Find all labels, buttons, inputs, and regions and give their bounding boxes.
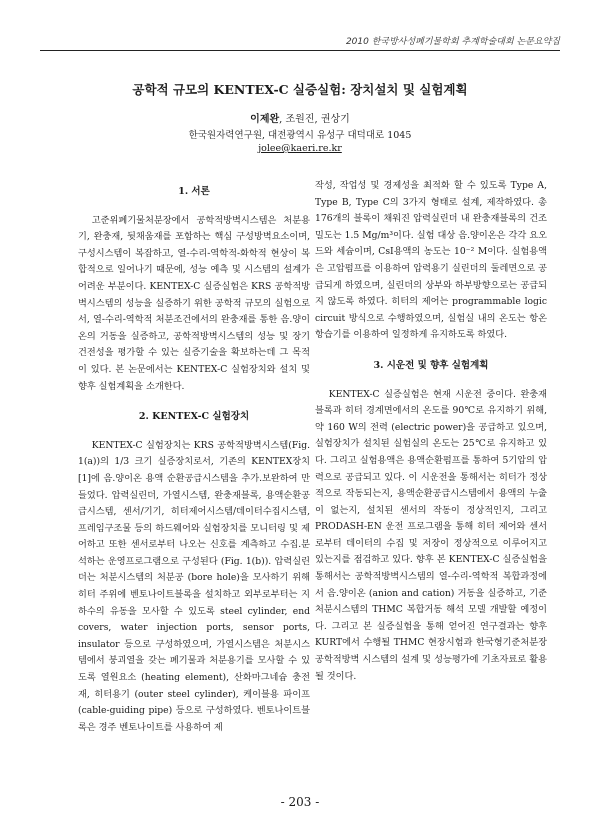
plan-paragraph: KENTEX-C 실증실험은 현재 시운전 중이다. 완충재 블록과 히터 경계면에서의 온도를 90℃로 유지하기 위해, 약 160 W의 전력 (electric power)을 공급하고 있으며, 실험장치가 설치된 실험실의 온도는 25℃로 유지하고 있다. 그리고 실험용액은 용액순환펌프를 통하여 5기압의 압력으로 공급되고 있다. 이 시운전을 통해서는 히터가 정상적으로 작동되는지, 용액순환공급시스템에서 용액의 누출이 없는지, 설치된 센서의 작동이 정상적인지, 그리고 PRODASH-EN 운전 프로그램을 통해 히터 제어와 센서로부터 데이터의 수집 및 저장이 정상적으로 이루어지고 있는지를 점검하고 있다. 향후 본 KENTEX-C 실증실험을 통해서는 공학적방벽시스템의 열-수리-역학적 복합과정에서 음.양이온 (anion and cation) 거동을 실증하고, 기준처분시스템의 THMC 복합거동 해석 모델 개발할 예정이다. 그리고 본 실증실험을 통해 얻어진 연구결과는 향후 KURT에서 수행될 THMC 현장시험과 한국형기준처분장 공학적방벽 시스템의 설계 및 성능평가에 기초자료로 활용될 것이다.: [315, 388, 547, 682]
section-heading-intro: 1. 서론: [178, 186, 210, 197]
co-authors: , 조원진, 권상기: [279, 114, 350, 125]
paper-title: 공학적 규모의 KENTEX-C 실증실험: 장치설치 및 실험계획: [132, 82, 468, 97]
author-line: [0, 110, 600, 125]
apparatus-paragraph: KENTEX-C 실험장치는 KRS 공학적방벽시스템(Fig. 1(a))의 1/3 크기 실증장치로서, 기존의 KENTEX장치 [1]에 음.양이온 용액 순환공급시스템을 추가.보완하여 만들었다. 압력실린더, 가열시스템, 완충재블록, 용액순환공급시스템, 센서/기기, 히터제어시스템/데이터수집시스템, 프레임구조물 등의 하드웨어와 실험장치를 모니터링 및 제어하고 또한 센서로부터 나오는 신호를 계측하고 수집.분석하는 운영프로그램으로 구성된다 (Fig. 1(b)). 압력실린더는 처분시스템의 처분공 (bore hole)을 모사하기 위해 히터 주위에 벤토나이트블록을 설치하고 외부로부터는 지하수의 유동을 모사할 수 있도록 steel cylinder, end covers, water injection ports, sensor ports, insulator 등으로 구성하였으며, 가열시스템은 처분시스템에서 붕괴열을 갖는 폐기물과 처분용기를 모사할 수 있도록 열원요소 (heating element), 산화마그네슘 충전재, 히터용기 (outer steel cylinder), 케이블용 파이프 (cable-guiding pipe) 등으로 구성하였다. 벤토나이트블록은 경주 벤토나이트를 사용하여 제: [78, 439, 310, 733]
section-heading-plan: 3. 시운전 및 향후 실험계획: [373, 359, 489, 371]
right-column: [315, 178, 547, 685]
intro-paragraph: 고준위폐기물처분장에서 공학적방벽시스템은 처분용기, 완충재, 뒷채움재를 포함하는 핵심 구성방벽요소이며, 구성시스템이 복잡하고, 열-수리-역학적-화학적 현상이 복합적으로 일어나기 때문에, 성능 예측 및 시스템의 설계가 어려운 부분이다. KENTEX-C 실증실험은 KRS 공학적방벽시스템의 성능을 실증하기 위한 공학적 규모의 실험으로서, 열-수리-역학적 처분조건에서의 완충재를 통한 음.양이온의 거동을 실증하고, 공학적방벽시스템의 성능 및 장기 건전성을 평가할 수 있는 실증기술을 확보하는데 그 목적이 있다. 본 논문에서는 KENTEX-C 실험장치와 설치 및 향후 실험계획을 소개한다.: [78, 214, 310, 392]
header-rule: [40, 50, 560, 51]
page-number: - 203 -: [280, 795, 320, 809]
left-column: [78, 180, 310, 736]
section-heading-apparatus: 2. KENTEX-C 실험장치: [138, 411, 250, 423]
apparatus-paragraph-continued: 작성, 작업성 및 경제성을 최적화 할 수 있도록 Type A, Type B, Type C의 3가지 형태로 설계, 제작하였다. 총 176개의 블록이 채워진 압력실린더 내 완충재블록의 건조밀도는 1.5 Mg/m³이다. 실험 대상 음.양이온은 각각 요오드와 세슘이며, CsI용액의 농도는 10⁻² M이다. 실험용액은 고압펌프를 이용하여 압력용기 실린더의 둘레면으로 공급되게 하였으며, 실린더의 상부와 하부방향으로는 공급되지 않도록 하였다. 히터의 제어는 programmable logic circuit 방식으로 수행하였으며, 실험실 내의 온도는 항온항습기를 이용하여 일정하게 유지하도록 하였다.: [315, 180, 547, 341]
affiliation: 한국원자력연구원, 대전광역시 유성구 대덕대로 1045: [188, 130, 412, 141]
running-header: 2010 한국방사성폐기물학회 추계학술대회 논문요약집: [345, 37, 560, 47]
author-email[interactable]: jolee@kaeri.re.kr: [258, 143, 342, 154]
first-author: 이제완: [250, 114, 280, 125]
